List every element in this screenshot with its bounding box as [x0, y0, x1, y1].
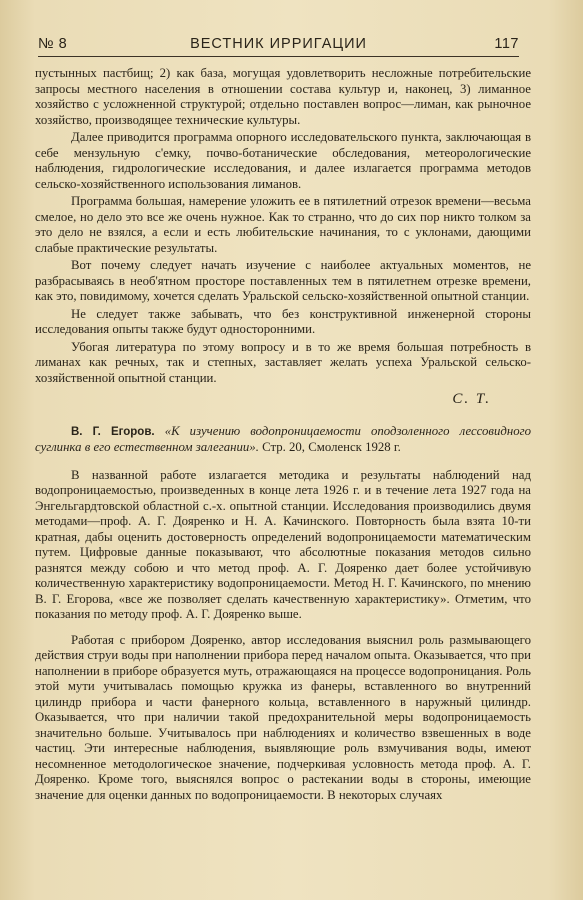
- issue-number: № 8: [38, 36, 68, 52]
- paragraph: пустынных пастбищ; 2) как база, могущая удовлетворить несложные потребительские запросы местного населения в отношении состава культур и, наконец, 3) лиманное хозяйство с усложненной структурой; отдельно поставлен вопрос—лиман, как рыночное хозяйство, производящее технические культуры.: [35, 66, 531, 127]
- review-book-title: «К изучению водопроницаемости оподзоленного лессовидного суглинка в его естественном залегании».: [35, 423, 531, 454]
- paragraph: Далее приводится программа опорного исследовательского пункта, заключающая в себе мензульную с'емку, почво-ботанические обследования, метеорологические наблюдения, гидрологические исследования, и далее излагается программа методов сельско-хозяйственного использования лиманов.: [35, 130, 531, 191]
- paragraph: В названной работе излагается методика и результаты наблюдений над водопроницаемостью, произведенных в конце лета 1926 г. и в течение лета 1927 года на Энгельгардтовской областной с.-х. опытной станции. Исследования производились двумя методами—проф. А. Г. Дояренко и Н. А. Качинского. Повторность была взята 10-ти кратная, дабы оценить достоверность определений водопроницаемости математическим путем. Цифровые данные показывают, что абсолютные показания методов сильно разнятся между собою и что метод проф. А. Г. Дояренко дает более устойчивую количественную характеристику водопроницаемости. Метод Н. Г. Качинского, по мнению В. Г. Егорова, «все же позволяет сделать качественную характеристику». Отметим, что показания по методу проф. А. Г. Дояренко выше.: [35, 467, 531, 621]
- page-body: [35, 66, 531, 803]
- paragraph: Не следует также забывать, что без конструктивной инженерной стороны исследования опыты также будут односторонними.: [35, 306, 531, 336]
- article-signature: С. Т.: [452, 391, 491, 407]
- page-number: 117: [494, 36, 519, 52]
- running-header: [38, 34, 519, 57]
- paragraph: Убогая литература по этому вопросу и в то же время большая потребность в лиманах как речных, так и степных, заставляет желать успеха Уральской сельско-хозяйственной опытной станции.: [35, 339, 531, 385]
- review-author: В. Г. Егоров.: [71, 425, 155, 438]
- journal-title: ВЕСТНИК ИРРИГАЦИИ: [190, 36, 367, 52]
- paragraph: Работая с прибором Дояренко, автор исследования выяснил роль размывающего действия струи воды при наполнении прибора перед началом опыта. Оказывается, что при наполнении в приборе образуется муть, отражающаяся на процессе водопроницания. Роль этой мути учитывалась помощью кружка из фанеры, вставленного во внутренний цилиндр прибора и части фанерного кольца, вставленного в наружный цилиндр. Оказывается, что при наличии такой предохранительной меры водопроницаемость значительно больше. Учитывалось при наблюдениях и количество взвешенных в воде частиц. Эти интересные наблюдения, выявляющие роль взмучивания воды, имеют несомненное методологическое значение, подчеркивая условность метода проф. А. Г. Дояренко. Кроме того, выяснялся вопрос о растекании воды в стороны, имеющие значение для оценки данных по водопроницаемости. В некоторых случаях: [35, 632, 531, 802]
- review-heading: [35, 424, 531, 456]
- review-imprint: Стр. 20, Смоленск 1928 г.: [262, 440, 401, 454]
- paragraph: Программа большая, намерение уложить ее в пятилетний отрезок времени—весьма смелое, но дело это все же очень нужное. Как то странно, что до сих пор никто толком за это дело не взялся, а если и есть любительские начинания, то с уклонами, дающими слабые практические результаты.: [35, 194, 531, 255]
- paragraph: Вот почему следует начать изучение с наиболее актуальных моментов, не разбрасываясь в необ'ятном просторе поставленных тем в пятилетнем отрезке времени, как это, повидимому, хочется сделать Уральской сельско-хозяйственной опытной станции.: [35, 258, 531, 303]
